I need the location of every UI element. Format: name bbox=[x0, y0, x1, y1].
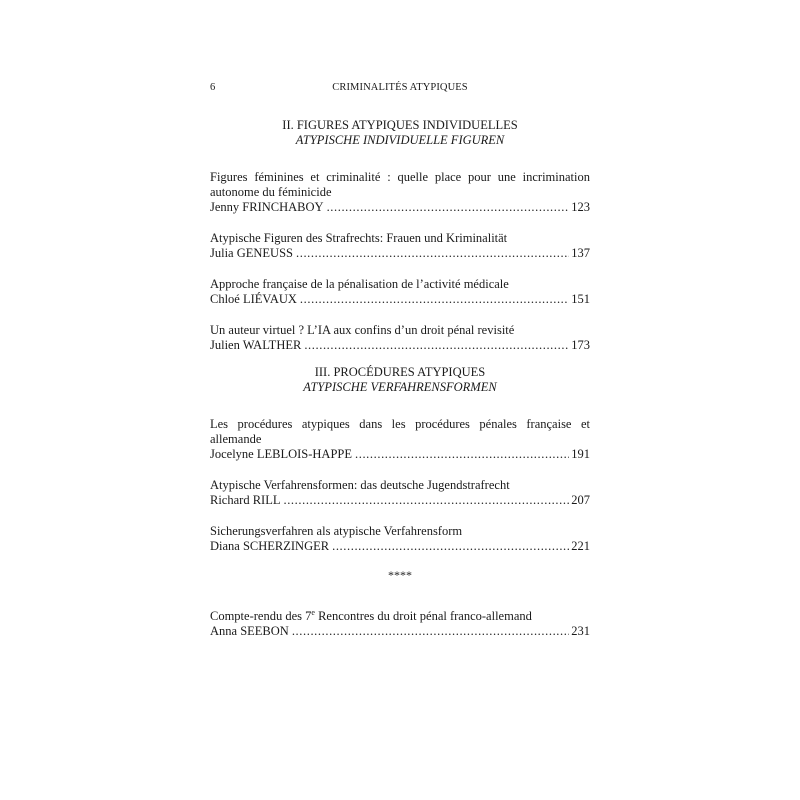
entry-page: 207 bbox=[571, 493, 590, 507]
entry-page: 123 bbox=[571, 200, 590, 214]
entry-author: Jocelyne LEBLOIS-HAPPE bbox=[210, 447, 352, 461]
section-heading bbox=[210, 118, 590, 148]
running-header bbox=[210, 82, 590, 96]
section-heading bbox=[210, 365, 590, 395]
entry-author: Chloé LIÉVAUX bbox=[210, 292, 297, 306]
toc-entry[interactable] bbox=[210, 323, 590, 353]
entry-author: Diana SCHERZINGER bbox=[210, 539, 330, 553]
entry-page: 137 bbox=[571, 246, 590, 260]
entry-title: Atypische Verfahrensformen: das deutsche Jugendstrafrecht bbox=[210, 478, 510, 492]
toc-entry[interactable] bbox=[210, 478, 590, 508]
leader-dots bbox=[332, 539, 569, 554]
leader-dots bbox=[283, 493, 569, 508]
leader-dots bbox=[300, 292, 569, 307]
entry-title: Atypische Figuren des Strafrechts: Frauen und Kriminalität bbox=[210, 231, 508, 245]
entry-leader bbox=[210, 539, 590, 554]
entry-author: Julia GENEUSS bbox=[210, 246, 293, 260]
entry-title-part: Compte-rendu des 7 bbox=[210, 609, 312, 624]
section-separator: **** bbox=[388, 568, 412, 582]
entry-title bbox=[210, 605, 590, 624]
section-subtitle: ATYPISCHE VERFAHRENSFORMEN bbox=[303, 380, 497, 394]
entry-leader bbox=[210, 493, 590, 508]
entry-page: 221 bbox=[571, 539, 590, 553]
entry-leader bbox=[210, 200, 590, 215]
ordinal-superscript: e bbox=[311, 608, 315, 617]
entry-author: Jenny FRINCHABOY bbox=[210, 200, 324, 214]
leader-dots bbox=[296, 246, 569, 261]
toc-entries bbox=[210, 170, 590, 353]
section-title: II. FIGURES ATYPIQUES INDIVIDUELLES bbox=[282, 118, 518, 132]
entry-title: Sicherungsverfahren als atypische Verfahrensform bbox=[210, 524, 463, 538]
entry-page: 173 bbox=[571, 338, 590, 352]
section-atypical-procedures bbox=[210, 365, 590, 554]
toc-page bbox=[210, 82, 590, 655]
entry-page: 151 bbox=[571, 292, 590, 306]
entry-page: 191 bbox=[571, 447, 590, 461]
entry-title-part: Rencontres du droit pénal franco-allemand bbox=[314, 609, 532, 624]
entry-title: Un auteur virtuel ? L’IA aux confins d’un droit pénal revisité bbox=[210, 323, 515, 337]
entry-page: 231 bbox=[571, 624, 590, 639]
entry-title: Figures féminines et criminalité : quelle place pour une incrimination autonome du féminicide bbox=[210, 170, 590, 199]
entry-title: Les procédures atypiques dans les procédures pénales française et allemande bbox=[210, 417, 590, 446]
entry-author: Anna SEEBON bbox=[210, 624, 289, 639]
entry-title: Approche française de la pénalisation de l’activité médicale bbox=[210, 277, 509, 291]
entry-author: Richard RILL bbox=[210, 493, 281, 507]
entry-leader bbox=[210, 292, 590, 307]
entry-leader bbox=[210, 246, 590, 261]
leader-dots bbox=[292, 624, 569, 639]
entry-leader bbox=[210, 338, 590, 353]
leader-dots bbox=[327, 200, 570, 215]
toc-entry[interactable] bbox=[210, 277, 590, 307]
toc-entries bbox=[210, 417, 590, 554]
toc-entry-final[interactable] bbox=[210, 605, 590, 639]
toc-entry[interactable] bbox=[210, 524, 590, 554]
leader-dots bbox=[355, 447, 569, 462]
entry-author: Julien WALTHER bbox=[210, 338, 302, 352]
entry-leader bbox=[210, 447, 590, 462]
toc-entry[interactable] bbox=[210, 170, 590, 215]
section-title: III. PROCÉDURES ATYPIQUES bbox=[314, 365, 486, 379]
leader-dots bbox=[304, 338, 569, 353]
section-subtitle: ATYPISCHE INDIVIDUELLE FIGUREN bbox=[295, 133, 505, 147]
toc-entry[interactable] bbox=[210, 231, 590, 261]
toc-entry[interactable] bbox=[210, 417, 590, 462]
page-number: 6 bbox=[210, 82, 216, 93]
entry-leader bbox=[210, 624, 590, 639]
section-individual-figures bbox=[210, 118, 590, 353]
running-title: CRIMINALITÉS ATYPIQUES bbox=[332, 82, 468, 93]
